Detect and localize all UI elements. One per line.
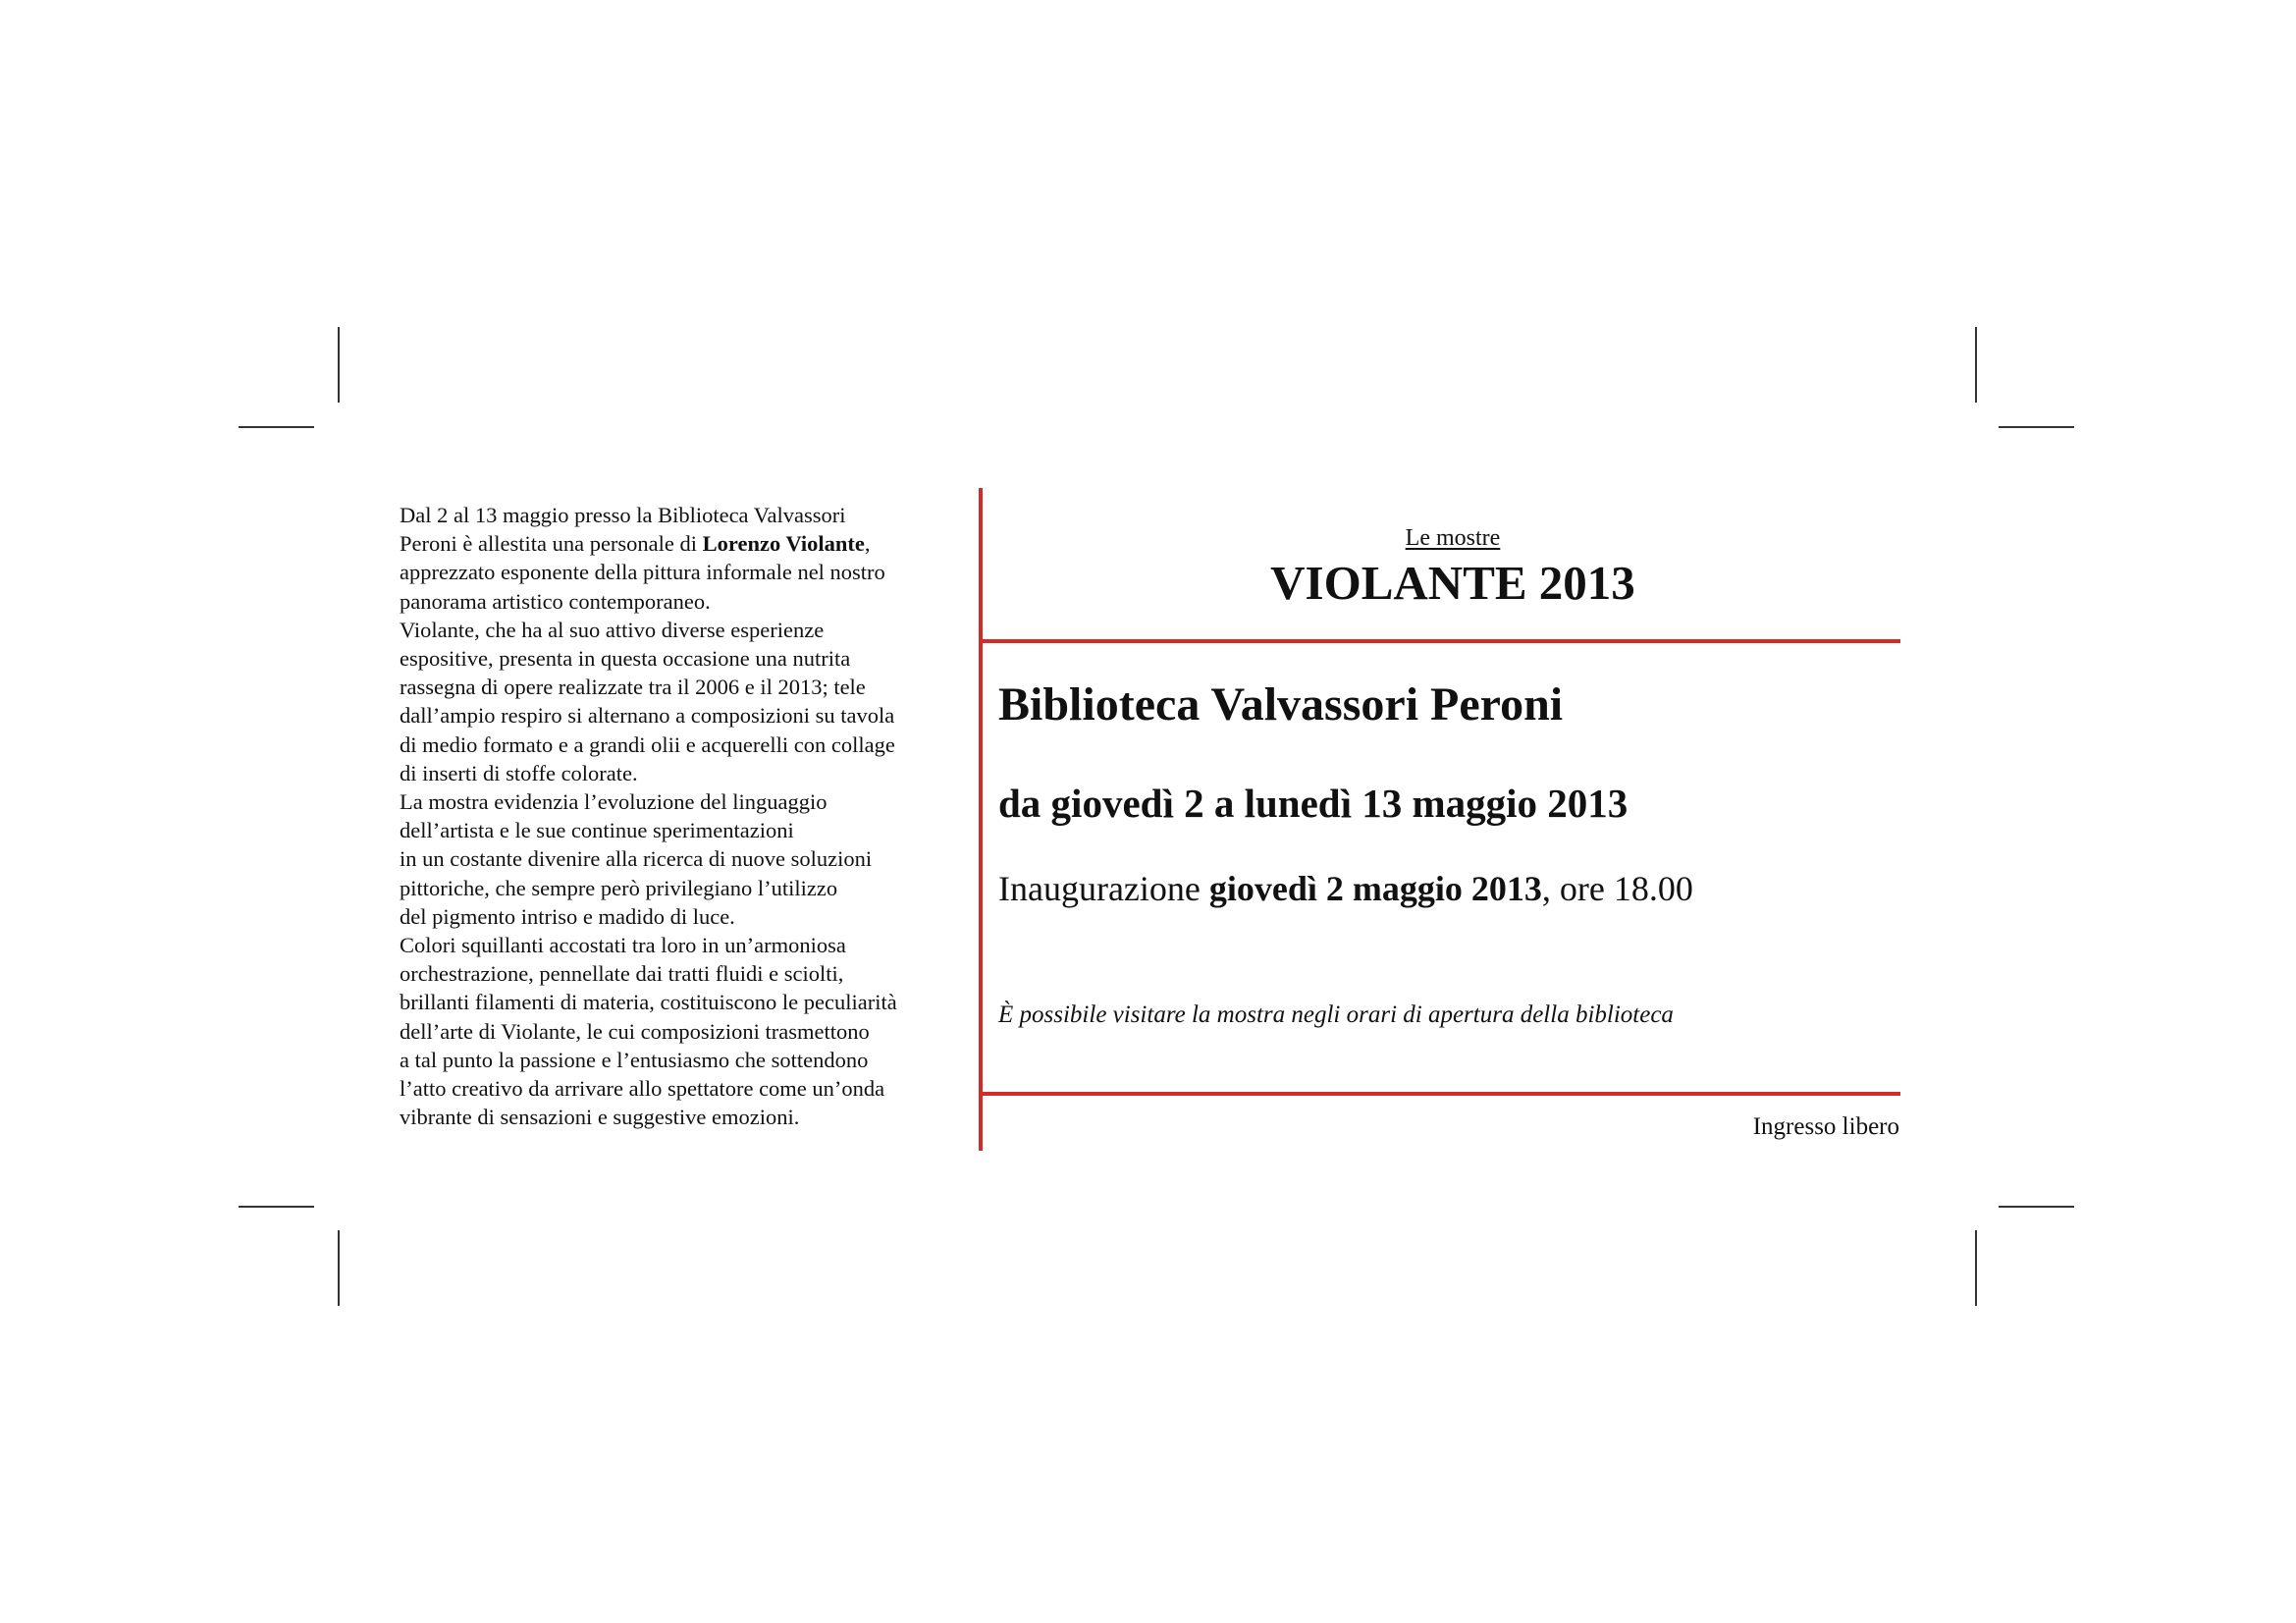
opening-prefix: Inaugurazione (998, 869, 1209, 908)
crop-mark-top-right-horizontal (1999, 426, 2074, 428)
crop-mark-top-right-vertical (1975, 327, 1977, 403)
opening-line (998, 868, 1693, 909)
free-entry-label: Ingresso libero (1752, 1113, 1899, 1140)
description-line: rassegna di opere realizzate tra il 2006 e il 2013; tele (400, 675, 866, 700)
artist-name: Lorenzo Violante (702, 531, 865, 557)
exhibition-title: VIOLANTE 2013 (1270, 556, 1635, 610)
exhibition-description (400, 501, 988, 1131)
description-line: Dal 2 al 13 maggio presso la Biblioteca Valvassori (400, 503, 846, 527)
footer-red-rule (981, 1092, 1900, 1096)
description-line: dell’arte di Violante, le cui composizioni trasmettono (400, 1018, 870, 1044)
description-line: dell’artista e le sue continue sperimentazioni (400, 818, 794, 843)
header-red-rule (981, 639, 1900, 643)
opening-date: giovedì 2 maggio 2013 (1208, 869, 1542, 908)
description-line: espositive, presenta in questa occasione una nutrita (400, 646, 851, 672)
description-line: del pigmento intriso e madido di luce. (400, 903, 735, 929)
description-line: Violante, che ha al suo attivo diverse esperienze (400, 617, 825, 642)
description-line: in un costante divenire alla ricerca di nuove soluzioni (400, 846, 873, 872)
visiting-hours-note: È possibile visitare la mostra negli orari di apertura della biblioteca (998, 1001, 1674, 1028)
crop-mark-bottom-left-vertical (338, 1230, 340, 1306)
vertical-red-divider (979, 488, 983, 1151)
description-line: dall’ampio respiro si alternano a composizioni su tavola (400, 703, 895, 729)
description-line: Peroni è allestita una personale di Lorenzo Violante, (400, 531, 871, 557)
crop-mark-bottom-left-horizontal (239, 1206, 314, 1208)
opening-time: , ore 18.00 (1541, 869, 1693, 908)
crop-mark-bottom-right-vertical (1975, 1230, 1977, 1306)
description-line: orchestrazione, pennellate dai tratti fluidi e sciolti, (400, 961, 844, 987)
description-line: vibrante di sensazioni e suggestive emozioni. (400, 1105, 800, 1130)
description-line: pittoriche, che sempre però privilegiano l’utilizzo (400, 875, 838, 900)
crop-mark-top-left-horizontal (239, 426, 314, 428)
description-line: a tal punto la passione e l’entusiasmo che sottendono (400, 1047, 869, 1072)
description-line: La mostra evidenzia l’evoluzione del linguaggio (400, 789, 828, 815)
series-label: Le mostre (1405, 525, 1501, 551)
exhibition-dates: da giovedì 2 a lunedì 13 maggio 2013 (998, 781, 1629, 826)
description-line: Colori squillanti accostati tra loro in un’armoniosa (400, 933, 846, 958)
description-line: apprezzato esponente della pittura informale nel nostro (400, 560, 885, 585)
description-line: di inserti di stoffe colorate. (400, 760, 638, 785)
description-line: di medio formato e a grandi olii e acquerelli con collage (400, 731, 895, 757)
description-line: panorama artistico contemporaneo. (400, 588, 711, 614)
venue-name: Biblioteca Valvassori Peroni (998, 678, 1564, 730)
description-line: l’atto creativo da arrivare allo spettatore come un’onda (400, 1076, 885, 1102)
crop-mark-bottom-right-horizontal (1999, 1206, 2074, 1208)
description-line: brillanti filamenti di materia, costituiscono le peculiarità (400, 990, 897, 1015)
crop-mark-top-left-vertical (338, 327, 340, 403)
